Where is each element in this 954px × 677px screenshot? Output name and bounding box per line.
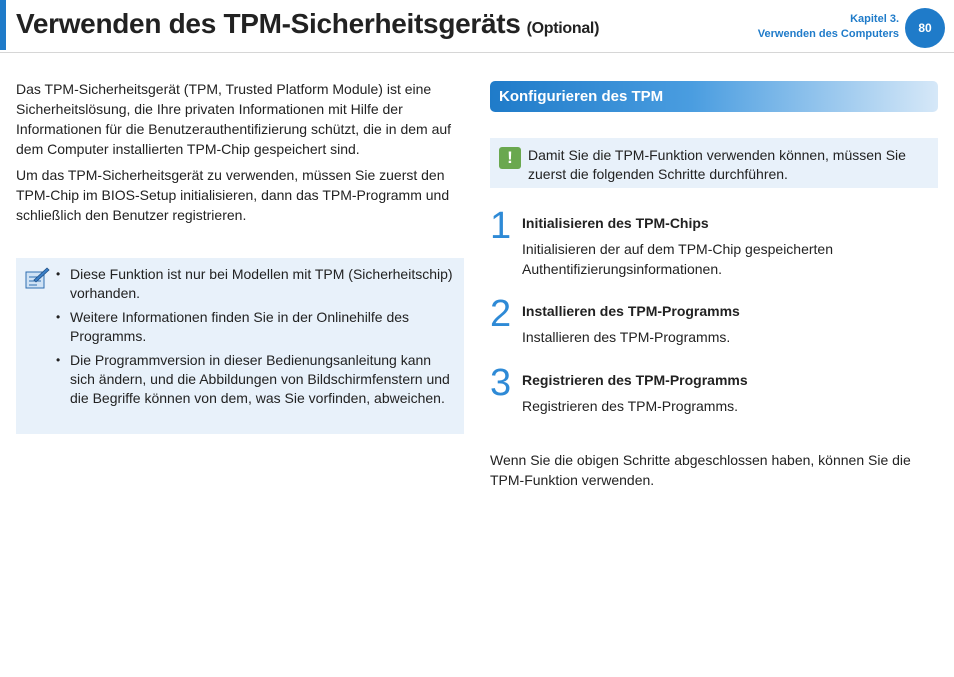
note-item: • Die Programmversion in dieser Bedienungsanleitung kann sich ändern, und die Abbildungen von Bildschirmfenstern und die Begriffe können von dem, was Sie vorfinden, abweichen. — [70, 351, 455, 408]
intro-paragraph: Das TPM-Sicherheitsgerät (TPM, Trusted Platform Module) ist eine Sicherheitslösung, die Ihre privaten Informationen mit Hilfe der Informationen für die Benutzerauthentifizierung schützt, die in dem auf dem Computer installierten TPM-Chip gespeichert sind. — [16, 81, 452, 157]
note-list — [70, 265, 455, 413]
step-title: Initialisieren des TPM-Chips — [522, 215, 709, 231]
chapter-number: Kapitel 3. — [850, 13, 899, 25]
page-title-text: Verwenden des TPM-Sicherheitsgeräts — [16, 8, 521, 39]
note-pencil-icon — [22, 266, 50, 292]
step-number: 3 — [490, 362, 512, 404]
chapter-title: Verwenden des Computers — [757, 28, 899, 40]
note-item: • Diese Funktion ist nur bei Modellen mit TPM (Sicherheitschip) vorhanden. — [70, 265, 455, 303]
page-title-suffix: (Optional) — [526, 20, 600, 37]
page-number-badge: 80 — [905, 8, 945, 48]
intro-paragraph: Um das TPM-Sicherheitsgerät zu verwenden, müssen Sie zuerst den TPM-Chip im BIOS-Setup initialisieren, dann das TPM-Programm und schließlich den Benutzer registrieren. — [16, 167, 450, 223]
step-body: Initialisieren der auf dem TPM-Chip gespeicherten Authentifizierungsinformationen. — [522, 241, 834, 277]
step-body: Registrieren des TPM-Programms. — [522, 398, 739, 414]
step-title: Registrieren des TPM-Programms — [522, 372, 748, 388]
header-divider — [0, 52, 954, 53]
warning-box — [490, 138, 938, 188]
header-accent-bar — [0, 0, 6, 50]
note-item: • Weitere Informationen finden Sie in der Onlinehilfe des Programms. — [70, 308, 455, 346]
warning-text: Damit Sie die TPM-Funktion verwenden können, müssen Sie zuerst die folgenden Schritte durchführen. — [528, 147, 906, 182]
exclamation-icon: ! — [499, 147, 521, 169]
step-number: 2 — [490, 293, 512, 335]
closing-paragraph: Wenn Sie die obigen Schritte abgeschlossen haben, können Sie die TPM-Funktion verwenden. — [490, 452, 911, 488]
step-number: 1 — [490, 205, 512, 247]
page-title — [16, 8, 599, 40]
section-heading: Konfigurieren des TPM — [490, 81, 938, 112]
note-box — [16, 258, 464, 434]
step-body: Installieren des TPM-Programms. — [522, 329, 731, 345]
chapter-label — [758, 12, 899, 42]
intro-text — [16, 79, 464, 231]
step-title: Installieren des TPM-Programms — [522, 303, 740, 319]
